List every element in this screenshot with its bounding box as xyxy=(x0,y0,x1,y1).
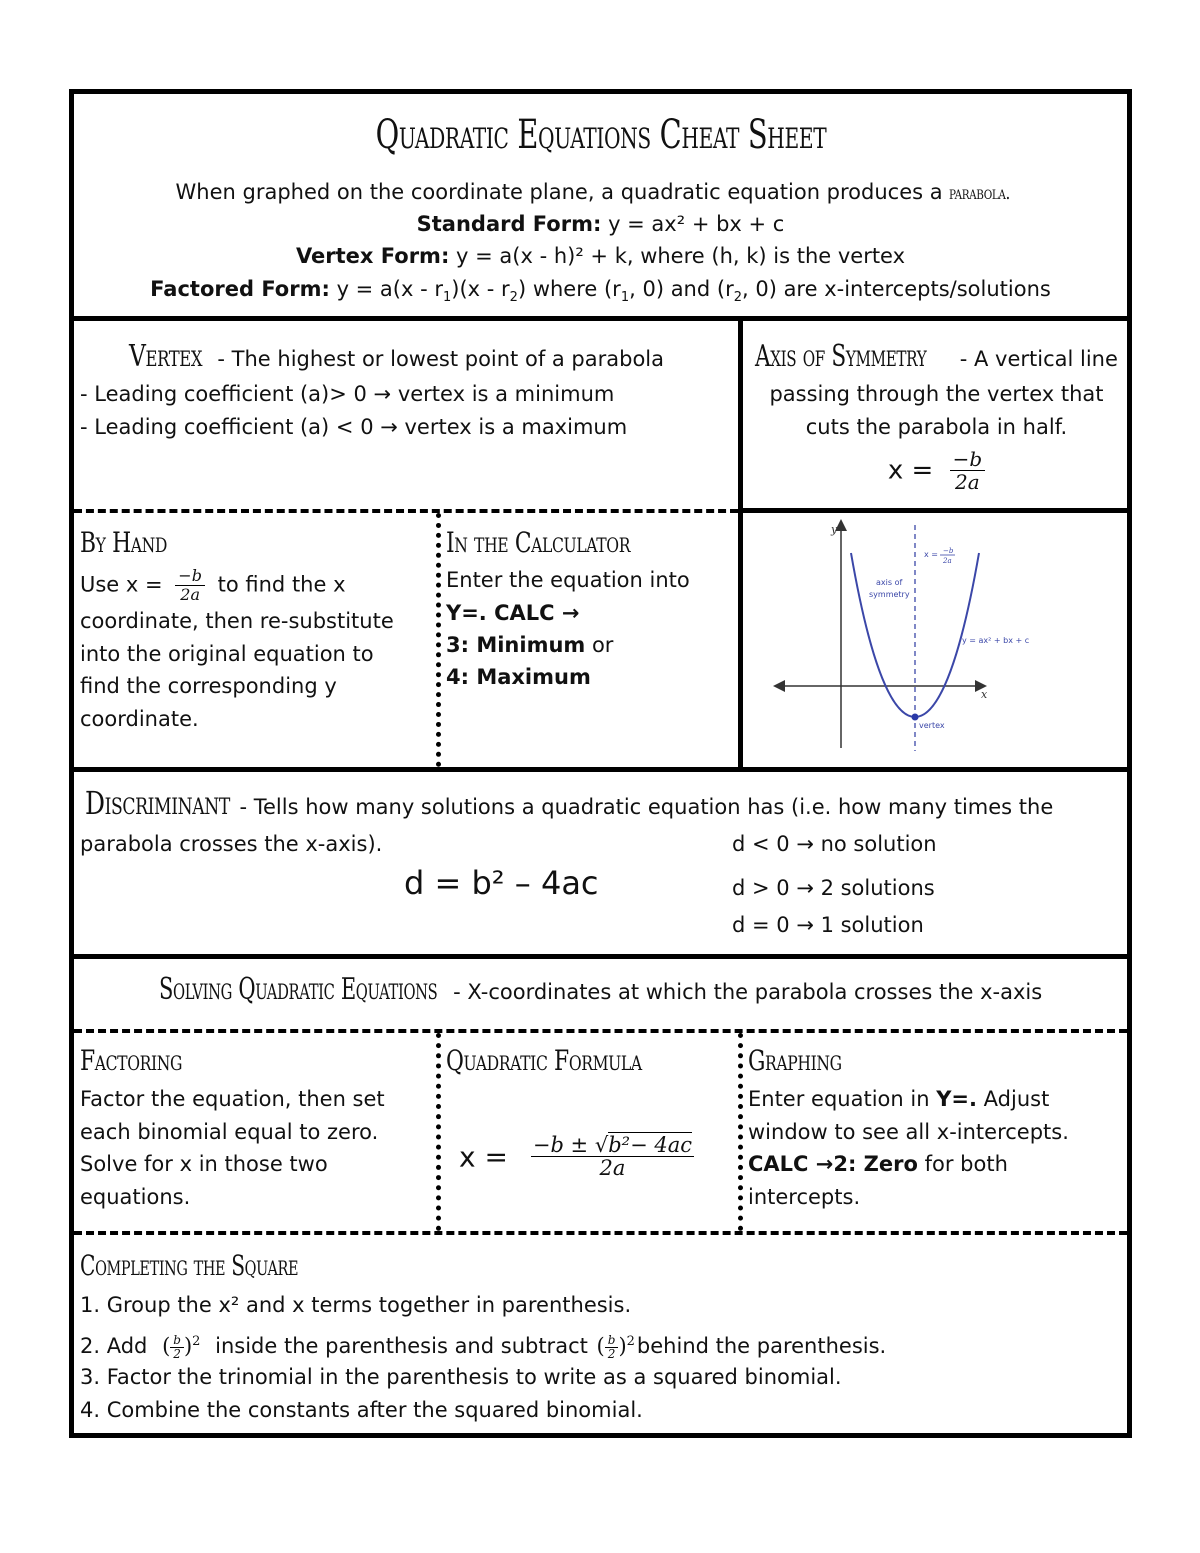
factoring-heading: Factoring xyxy=(80,1044,183,1077)
factored-form-eq-c: ) where (r xyxy=(517,277,621,301)
cheat-sheet xyxy=(69,89,1132,1438)
divider-formula-dotted xyxy=(738,1033,743,1231)
discriminant-heading-line xyxy=(85,784,1130,822)
completing-step-2a: 2. Add xyxy=(80,1334,148,1358)
factored-form-eq-b: )(x - r xyxy=(451,277,510,301)
discriminant-case-3: d = 0 → 1 solution xyxy=(732,913,924,937)
solving-heading-line xyxy=(74,972,1127,1007)
quad-formula-den: 2a xyxy=(599,1156,626,1181)
axis-formula-num: −b xyxy=(950,449,986,471)
divider-solving xyxy=(74,954,1127,959)
vertex-form-label: Vertex Form: xyxy=(295,244,450,268)
graph-y-label: y xyxy=(831,523,838,536)
calc-minimum: 3: Minimum xyxy=(446,633,586,657)
graph-axis-formula-lhs: x = xyxy=(924,550,938,559)
factored-form-eq-e: , 0) are x-intercepts/solutions xyxy=(741,277,1051,301)
axis-desc-2: passing through the vertex that xyxy=(769,382,1104,406)
quad-formula-num xyxy=(531,1134,694,1157)
vertex-line-1: - Leading coefficient (a)> 0 → vertex is a minimum xyxy=(80,382,615,406)
graphing-line-1a: Enter equation in xyxy=(748,1087,937,1111)
graphing-heading: Graphing xyxy=(748,1044,842,1077)
byhand-frac-num: −b xyxy=(175,568,205,586)
axis-formula-lhs: x = xyxy=(887,455,934,486)
completing-exp-1: 2 xyxy=(192,1334,201,1349)
quad-formula-fraction xyxy=(531,1134,694,1180)
factored-sub-2: 2 xyxy=(509,290,518,306)
factoring-heading-wrap xyxy=(80,1044,211,1077)
factoring-line-1: Factor the equation, then set xyxy=(80,1087,385,1111)
calc-line-2: Y=. CALC → xyxy=(446,601,580,625)
completing-term-1: ( $\frac{b}{2}$ )$^2$ xyxy=(162,1333,201,1361)
quad-formula-heading: Quadratic Formula xyxy=(446,1044,642,1077)
graph-vertex-label: vertex xyxy=(919,721,945,730)
graphing-heading-wrap xyxy=(748,1044,868,1077)
graph-vertex-dot xyxy=(912,714,919,721)
axis-formula-fraction xyxy=(950,449,986,493)
axis-formula xyxy=(746,449,1127,493)
factored-sub-4: 2 xyxy=(733,290,742,306)
axis-desc-1: - A vertical line xyxy=(953,347,1118,371)
graphing-line-4: intercepts. xyxy=(748,1185,861,1209)
discriminant-formula: d = b² – 4ac xyxy=(404,864,599,902)
graphing-line-1 xyxy=(748,1083,1128,1116)
page-title-wrap xyxy=(74,112,1127,158)
completing-frac-den-1: 2 xyxy=(173,1346,181,1361)
vertex-form-line xyxy=(74,240,1127,273)
quad-formula xyxy=(459,1134,729,1180)
factored-sub-3: 1 xyxy=(620,290,630,306)
graphing-line-1b: Y=. xyxy=(936,1087,977,1111)
byhand-use: Use x = xyxy=(80,572,163,597)
graph-axis-label-1: axis of xyxy=(876,578,903,587)
byhand-line-5: coordinate. xyxy=(80,707,199,731)
solving-heading: Solving Quadratic Equations xyxy=(158,972,438,1007)
calc-line-1: Enter the equation into xyxy=(446,568,690,592)
byhand-line-3: into the original equation to xyxy=(80,642,374,666)
vertex-heading-line xyxy=(129,339,729,374)
factored-form-label: Factored Form: xyxy=(150,277,330,301)
completing-step-2 xyxy=(80,1325,1120,1363)
factored-form-eq-d: , 0) and (r xyxy=(629,277,734,301)
divider-solving-dashed xyxy=(74,1029,1127,1033)
quad-formula-num-a: −b ± xyxy=(532,1133,595,1157)
completing-step-4: 4. Combine the constants after the squared binomial. xyxy=(80,1398,643,1422)
vertex-heading: Vertex xyxy=(129,339,203,374)
completing-step-2b: inside the parenthesis and subtract xyxy=(215,1334,588,1358)
standard-form-label: Standard Form: xyxy=(416,212,602,236)
quad-formula-lhs: x = xyxy=(459,1140,508,1174)
divider-byhand-dotted xyxy=(436,513,441,767)
calc-or: or xyxy=(585,633,614,657)
divider-completing-dashed xyxy=(74,1231,1127,1235)
graphing-line-3a: CALC →2: Zero xyxy=(748,1152,918,1176)
discriminant-desc: - Tells how many solutions a quadratic equation has (i.e. how many times the xyxy=(232,795,1054,819)
intro-line xyxy=(74,176,1127,210)
byhand-fraction xyxy=(175,568,205,603)
graph-axis-formula-den: 2a xyxy=(943,557,952,565)
sqrt-icon: √ xyxy=(594,1133,609,1157)
axis-heading: Axis of Symmetry xyxy=(755,339,927,374)
completing-heading: Completing the Square xyxy=(80,1249,299,1282)
factoring-line-4: equations. xyxy=(80,1185,191,1209)
completing-step-1: 1. Group the x² and x terms together in parenthesis. xyxy=(80,1293,632,1317)
byhand-heading: By Hand xyxy=(80,526,168,559)
vertex-line-2: - Leading coefficient (a) < 0 → vertex is a maximum xyxy=(80,415,628,439)
factored-form-eq-a: y = a(x - r xyxy=(336,277,443,301)
byhand-line-4: find the corresponding y xyxy=(80,674,337,698)
completing-frac-num-1: b xyxy=(170,1334,184,1348)
byhand-line-2: coordinate, then re-substitute xyxy=(80,609,394,633)
axis-formula-den: 2a xyxy=(955,470,980,494)
graph-axis-label-2: symmetry xyxy=(869,590,910,599)
parabola-graph xyxy=(743,513,1127,767)
completing-exp-2: 2 xyxy=(626,1334,635,1349)
graphing-line-2: window to see all x-intercepts. xyxy=(748,1120,1069,1144)
byhand-heading-wrap xyxy=(80,526,192,559)
vertex-desc: - The highest or lowest point of a parabola xyxy=(210,347,665,371)
calc-line-3 xyxy=(446,629,736,662)
completing-step-3: 3. Factor the trinomial in the parenthesis to write as a squared binomial. xyxy=(80,1365,842,1389)
completing-term-2: ( $\frac{b}{2}$ )$^2$ xyxy=(596,1333,635,1361)
standard-form-eq: y = ax² + bx + c xyxy=(608,212,785,236)
discriminant-case-1: d < 0 → no solution xyxy=(732,832,937,856)
divider-vertex-dashed xyxy=(74,509,738,513)
factoring-line-3: Solve for x in those two xyxy=(80,1152,328,1176)
completing-heading-wrap xyxy=(80,1249,383,1282)
divider-discriminant xyxy=(74,767,1127,772)
divider-header xyxy=(74,316,1127,321)
completing-step-2c: behind the parenthesis. xyxy=(636,1334,887,1358)
graphing-line-3b: for both xyxy=(917,1152,1008,1176)
intro-term: parabola. xyxy=(949,182,1011,204)
vertex-form-eq: y = a(x - h)² + k, where (h, k) is the vertex xyxy=(456,244,906,268)
axis-heading-line xyxy=(746,339,1127,374)
graphing-line-3 xyxy=(748,1148,1128,1181)
discriminant-case-2: d > 0 → 2 solutions xyxy=(732,876,935,900)
graph-axis-formula-num: −b xyxy=(943,547,954,555)
graphing-line-1c: Adjust xyxy=(976,1087,1050,1111)
graph-x-label: x xyxy=(981,688,988,701)
intro-text: When graphed on the coordinate plane, a quadratic equation produces a xyxy=(175,180,943,204)
byhand-frac-den: 2a xyxy=(180,584,200,604)
completing-frac-den-2: 2 xyxy=(607,1346,616,1361)
calc-heading-wrap xyxy=(446,526,682,559)
page-title: Quadratic Equations Cheat Sheet xyxy=(375,112,826,158)
solving-desc: - X-coordinates at which the parabola crosses the x-axis xyxy=(446,980,1043,1004)
quad-formula-heading-wrap xyxy=(446,1044,697,1077)
divider-factoring-dotted xyxy=(436,1033,441,1231)
discriminant-desc-2: parabola crosses the x-axis). xyxy=(80,832,383,856)
byhand-line-1 xyxy=(80,568,430,603)
graph-curve-label: y = ax² + bx + c xyxy=(962,636,1030,645)
axis-desc-3: cuts the parabola in half. xyxy=(805,415,1068,439)
discriminant-heading: Discriminant xyxy=(85,784,230,822)
calc-heading: In the Calculator xyxy=(446,526,631,559)
completing-frac-num-2: b xyxy=(605,1334,619,1348)
calc-line-4: 4: Maximum xyxy=(446,665,591,689)
byhand-after: to find the x xyxy=(217,572,346,597)
standard-form-line xyxy=(74,208,1127,241)
factoring-line-2: each binomial equal to zero. xyxy=(80,1120,379,1144)
factored-form-line xyxy=(74,273,1127,314)
factored-sub-1: 1 xyxy=(443,290,452,306)
quad-formula-radicand: b²− 4ac xyxy=(608,1133,693,1157)
